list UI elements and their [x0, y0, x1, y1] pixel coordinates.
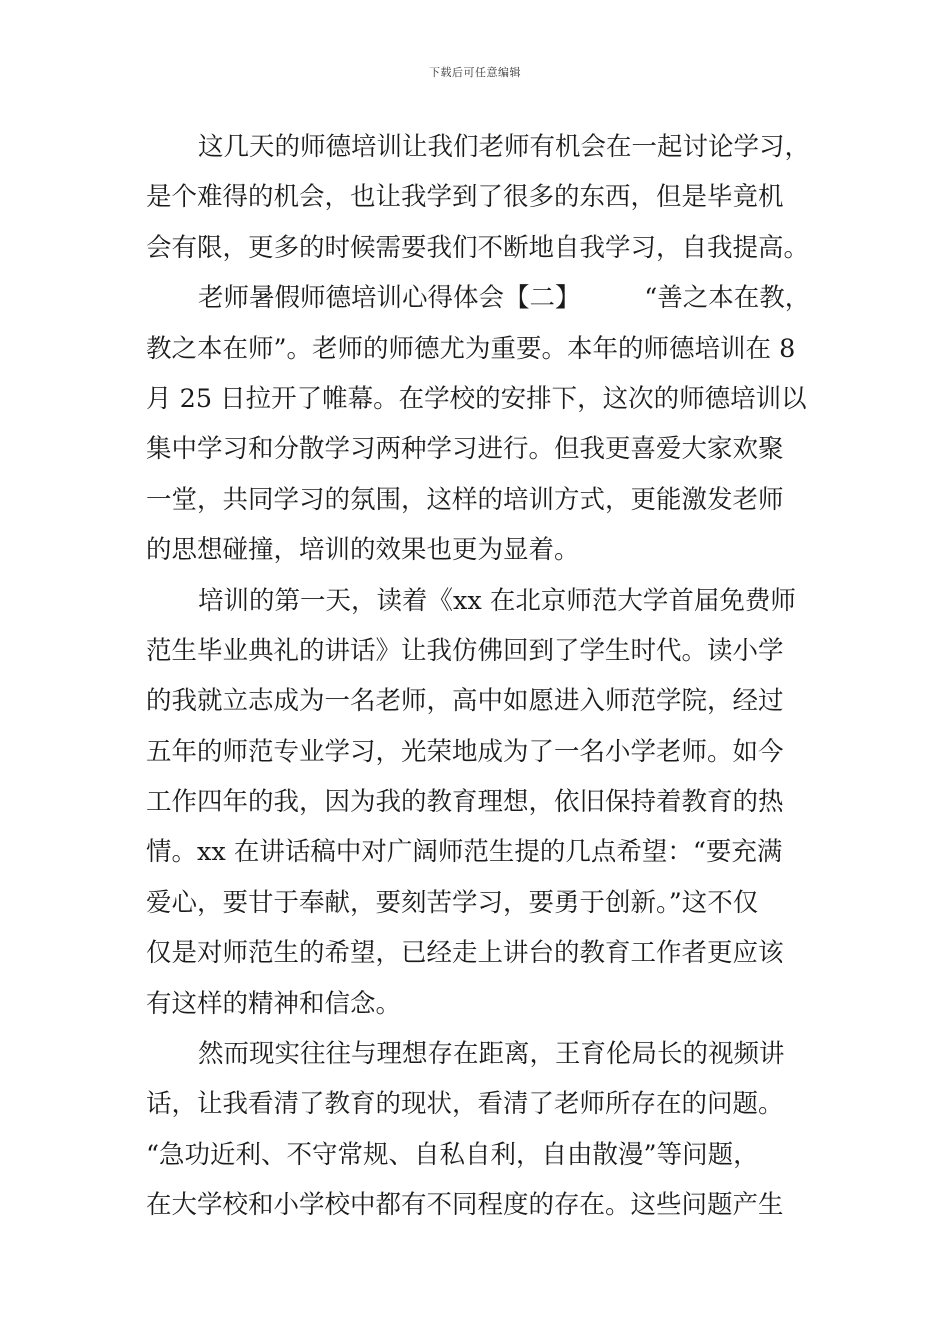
text-line: 老师暑假师德培训心得体会【二】 “善之本在教， — [198, 283, 811, 314]
text-line: 五年的师范专业学习，光荣地成为了一名小学老师。如今 — [146, 736, 784, 767]
text-line: 这几天的师德培训让我们老师有机会在一起讨论学习， — [198, 132, 811, 162]
text-line: 培训的第一天，读着《xx 在北京师范大学首届免费师 — [198, 585, 796, 616]
text-line: 一堂，共同学习的氛围，这样的培训方式，更能激发老师 — [146, 484, 784, 515]
text-line: 工作四年的我，因为我的教育理想，依旧保持着教育的热 — [146, 787, 784, 818]
text-line: 集中学习和分散学习两种学习进行。但我更喜爱大家欢聚 — [146, 434, 784, 465]
text-line: 范生毕业典礼的讲话》让我仿佛回到了学生时代。读小学 — [146, 635, 784, 666]
text-line: 话，让我看清了教育的现状，看清了老师所存在的问题。 — [146, 1089, 784, 1120]
text-line: 的我就立志成为一名老师，高中如愿进入师范学院，经过 — [146, 686, 784, 717]
text-line: 有这样的精神和信念。 — [146, 988, 402, 1019]
text-line: 是个难得的机会，也让我学到了很多的东西，但是毕竟机 — [146, 182, 784, 213]
text-line: 然而现实往往与理想存在距离，王育伦局长的视频讲 — [198, 1039, 785, 1070]
text-line: 月 25 日拉开了帷幕。在学校的安排下，这次的师德培训以 — [146, 383, 807, 414]
text-line: 情。xx 在讲话稿中对广阔师范生提的几点希望：“要充满 — [146, 837, 783, 868]
document-body — [146, 122, 822, 1231]
text-line: 的思想碰撞，培训的效果也更为显着。 — [146, 535, 580, 566]
text-line: 教之本在师”。老师的师德尤为重要。本年的师德培训在 8 — [146, 333, 796, 364]
text-line: 会有限，更多的时候需要我们不断地自我学习，自我提高。 — [146, 232, 810, 263]
text-line: 爱心，要甘于奉献，要刻苦学习，要勇于创新。”这不仅 — [146, 887, 759, 918]
text-line: “急功近利、不守常规、自私自利，自由散漫”等问题， — [146, 1139, 759, 1170]
text-line: 在大学校和小学校中都有不同程度的存在。这些问题产生 — [146, 1190, 784, 1221]
text-line: 仅是对师范生的希望，已经走上讲台的教育工作者更应该 — [146, 938, 784, 969]
header-note: 下载后可任意编辑 — [429, 66, 521, 79]
